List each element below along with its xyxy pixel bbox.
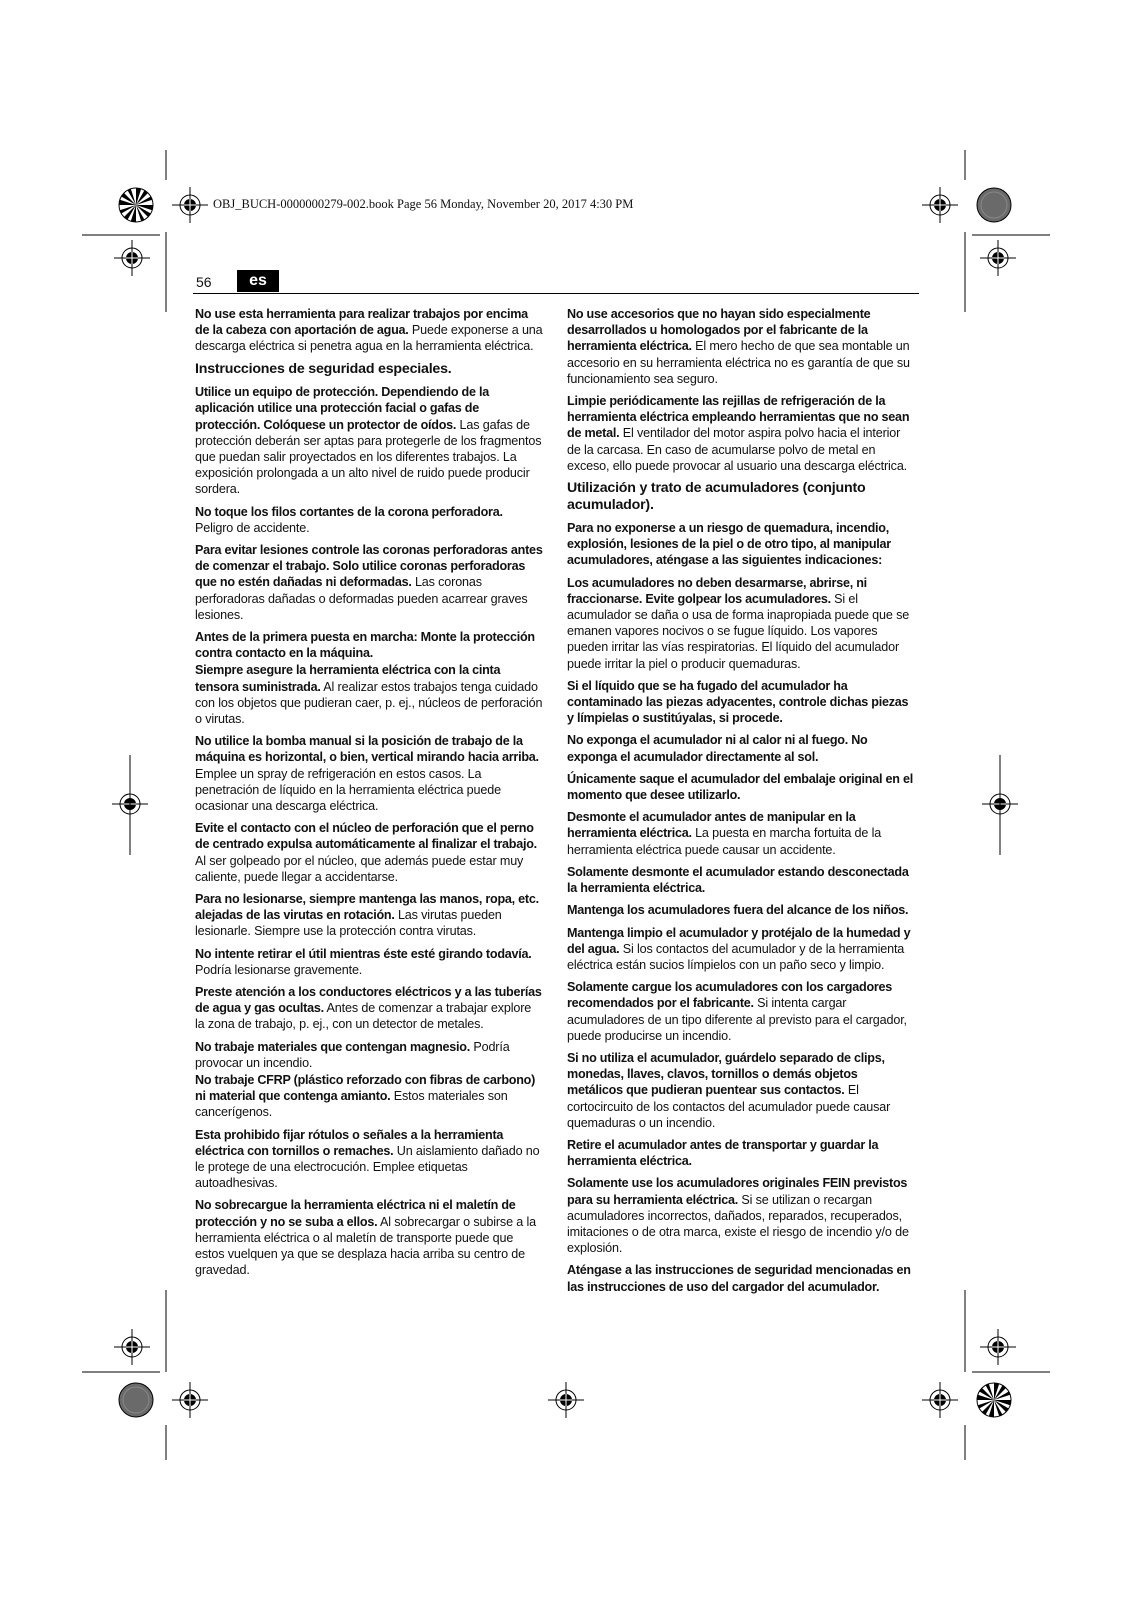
body-text: Las virutas pueden lesionarle. Siempre use la protección contra virutas. <box>195 908 502 939</box>
bold-lead: Retire el acumulador antes de transportar y guardar la herramienta eléctrica. <box>567 1137 879 1169</box>
paragraph <box>195 504 543 536</box>
bold-lead: Utilice un equipo de protección. Dependiendo de la aplicación utilice una protección facial o gafas de protección. Colóquese un protector de oídos. <box>195 385 489 432</box>
bold-lead: Para no exponerse a un riesgo de quemadura, incendio, explosión, lesiones de la piel o de otro tipo, al manipular acumuladores, aténgase a las siguientes indicaciones: <box>567 521 891 568</box>
bold-lead: Únicamente saque el acumulador del embalaje original en el momento que desee utilizarlo. <box>567 771 913 803</box>
body-text: Si los contactos del acumulador y de la herramienta eléctrica están sucios límpielos con un paño seco y limpio. <box>567 941 905 972</box>
paragraph <box>567 771 915 803</box>
paragraph <box>567 902 915 918</box>
body-text: Si el acumulador se daña o usa de forma inapropiada puede que se emanen vapores nocivos o se fugue líquido. Los vapores pueden irritar las vías respiratorias. El líquido del acumulador puede irritar la piel o producir quemaduras. <box>567 591 910 671</box>
bold-lead: No exponga el acumulador ni al calor ni al fuego. No exponga el acumulador directamente al sol. <box>567 733 868 764</box>
section-heading: Instrucciones de seguridad especiales. <box>195 360 452 377</box>
paragraph <box>195 1197 543 1278</box>
paragraph <box>195 946 543 978</box>
paragraph <box>567 1175 915 1256</box>
bold-lead: Aténgase a las instrucciones de seguridad mencionadas en las instrucciones de uso del cargador del acumulador. <box>567 1263 911 1294</box>
bold-lead: No utilice la bomba manual si la posición de trabajo de la máquina es horizontal, o bien, vertical mirando hacia arriba. <box>195 734 539 765</box>
body-text: Al sobrecargar o subirse a la herramienta eléctrica o al maletín de transporte puede que estos vuelquen ya que se desplaza hacia arriba su centro de gravedad. <box>195 1214 536 1278</box>
body-text: Podría provocar un incendio. <box>195 1039 510 1070</box>
body-text: El mero hecho de que sea montable un accesorio en su herramienta eléctrica no es garantía de que su funcionamiento sea seguro. <box>567 339 910 386</box>
bold-lead: Evite el contacto con el núcleo de perforación que el perno de centrado expulsa automáticamente al finalizar el trabajo. <box>195 821 537 852</box>
paragraph <box>567 575 915 672</box>
bold-lead: Los acumuladores no deben desarmarse, abrirse, ni fraccionarse. Evite golpear los acumuladores. <box>567 575 867 606</box>
page-number: 56 <box>196 274 212 290</box>
body-text: Podría lesionarse gravemente. <box>195 962 363 977</box>
paragraph <box>195 1072 543 1121</box>
body-text: Emplee un spray de refrigeración en estos casos. La penetración de líquido en la herramienta eléctrica puede ocasionar una descarga eléctrica. <box>195 766 501 813</box>
bold-lead: Preste atención a los conductores eléctricos y a las tuberías de agua y gas ocultas. <box>195 985 542 1016</box>
paragraph <box>567 393 915 474</box>
bold-lead: Antes de la primera puesta en marcha: Monte la protección contra contacto en la máquina. <box>195 629 535 661</box>
right-column <box>567 306 915 1301</box>
section-heading: Utilización y trato de acumuladores (conjunto acumulador). <box>567 480 866 513</box>
paragraph <box>567 809 915 858</box>
paragraph <box>195 629 543 661</box>
paragraph <box>567 979 915 1044</box>
bold-lead: No use accesorios que no hayan sido especialmente desarrollados u homologados por el fabricante de la herramienta eléctrica. <box>567 307 871 354</box>
paragraph <box>195 662 543 727</box>
body-text: Antes de comenzar a trabajar explore la zona de trabajo, p. ej., con un detector de metales. <box>195 1001 532 1032</box>
bold-lead: Limpie periódicamente las rejillas de refrigeración de la herramienta eléctrica empleando herramientas que no sean de metal. <box>567 394 910 441</box>
paragraph <box>567 925 915 974</box>
bold-lead: Solamente use los acumuladores originales FEIN previstos para su herramienta eléctrica. <box>567 1176 908 1207</box>
language-tab: es <box>237 270 279 292</box>
body-text: Estos materiales son cancerígenos. <box>195 1089 508 1120</box>
header-rule <box>193 293 919 294</box>
bold-lead: Si el líquido que se ha fugado del acumulador ha contaminado las piezas adyacentes, controle dichas piezas y límpielas o sustitúyalas, si procede. <box>567 678 909 726</box>
paragraph <box>195 733 543 814</box>
bold-lead: Desmonte el acumulador antes de manipular en la herramienta eléctrica. <box>567 810 856 841</box>
body-text: La puesta en marcha fortuita de la herramienta eléctrica puede causar un accidente. <box>567 826 882 857</box>
paragraph <box>195 984 543 1033</box>
body-text: Puede exponerse a una descarga eléctrica si penetra agua en la herramienta eléctrica. <box>195 323 543 354</box>
body-text: Al ser golpeado por el núcleo, que además puede estar muy caliente, puede llegar a accidentarse. <box>195 853 524 884</box>
paragraph <box>195 820 543 885</box>
paragraph <box>195 1039 543 1071</box>
bold-lead: No intente retirar el útil mientras éste esté girando todavía. <box>195 946 532 961</box>
paragraph <box>195 1127 543 1192</box>
file-info-line: OBJ_BUCH-0000000279-002.book Page 56 Monday, November 20, 2017 4:30 PM <box>213 197 634 211</box>
paragraph <box>567 1262 915 1294</box>
body-text: Las coronas perforadoras dañadas o deformadas pueden acarrear graves lesiones. <box>195 575 528 622</box>
body-text: Si se utilizan o recargan acumuladores incorrectos, dañados, reparados, recuperados, imitaciones o de otra marca, existe el riesgo de incendio y/o de explosión. <box>567 1192 909 1256</box>
body-text: Si intenta cargar acumuladores de un tipo diferente al previsto para el cargador, puede producirse un incendio. <box>567 996 907 1043</box>
bold-lead: Para evitar lesiones controle las coronas perforadoras antes de comenzar el trabajo. Solo utilice coronas perforadoras que no estén dañadas ni deformadas. <box>195 542 543 590</box>
bold-lead: Esta prohibido fijar rótulos o señales a la herramienta eléctrica con tornillos o remaches. <box>195 1127 504 1158</box>
paragraph <box>195 306 543 355</box>
bold-lead: No trabaje materiales que contengan magnesio. <box>195 1039 470 1054</box>
bold-lead: Si no utiliza el acumulador, guárdelo separado de clips, monedas, llaves, clavos, tornillos o demás objetos metálicos que pudieran puentear sus contactos. <box>567 1050 885 1098</box>
paragraph <box>567 520 915 569</box>
paragraph <box>567 1050 915 1131</box>
bold-lead: Solamente cargue los acumuladores con los cargadores recomendados por el fabricante. <box>567 980 893 1011</box>
paragraph <box>567 1137 915 1169</box>
paragraph <box>195 384 543 497</box>
body-text: El cortocircuito de los contactos del acumulador puede causar quemaduras o un incendio. <box>567 1083 891 1130</box>
paragraph <box>195 891 543 940</box>
bold-lead: Mantenga limpio el acumulador y protéjalo de la humedad y del agua. <box>567 925 911 956</box>
bold-lead: No toque los filos cortantes de la corona perforadora. <box>195 504 503 519</box>
paragraph <box>195 542 543 623</box>
paragraph <box>567 306 915 387</box>
body-text: Un aislamiento dañado no le protege de una electrocución. Emplee etiquetas autoadhesivas. <box>195 1143 540 1191</box>
paragraph <box>567 864 915 896</box>
bold-lead: Para no lesionarse, siempre mantenga las manos, ropa, etc. alejadas de las virutas en rotación. <box>195 892 539 923</box>
bold-lead: No use esta herramienta para realizar trabajos por encima de la cabeza con aportación de agua. <box>195 307 528 338</box>
left-column <box>195 306 543 1284</box>
bold-lead: Siempre asegure la herramienta eléctrica con la cinta tensora suministrada. <box>195 663 501 694</box>
body-text: Peligro de accidente. <box>195 520 310 535</box>
body-text: Al realizar estos trabajos tenga cuidado con los objetos que pudieran caer, p. ej., núcleos de perforación o virutas. <box>195 679 543 726</box>
body-text: El ventilador del motor aspira polvo hacia el interior de la carcasa. En caso de acumularse polvo de metal en exceso, ello puede provocar al usuario una descarga eléctrica. <box>567 426 908 473</box>
body-text: Las gafas de protección deberán ser aptas para protegerle de los fragmentos que puedan salir proyectados en los diferentes trabajos. La exposición prolongada a un alto nivel de ruido puede producir sordera. <box>195 417 542 497</box>
paragraph <box>567 732 915 764</box>
paragraph <box>567 678 915 727</box>
bold-lead: Solamente desmonte el acumulador estando desconectada la herramienta eléctrica. <box>567 864 909 896</box>
bold-lead: Mantenga los acumuladores fuera del alcance de los niños. <box>567 903 909 918</box>
bold-lead: No trabaje CFRP (plástico reforzado con fibras de carbono) ni material que contenga amianto. <box>195 1073 536 1104</box>
bold-lead: No sobrecargue la herramienta eléctrica ni el maletín de protección y no se suba a ellos. <box>195 1198 516 1229</box>
